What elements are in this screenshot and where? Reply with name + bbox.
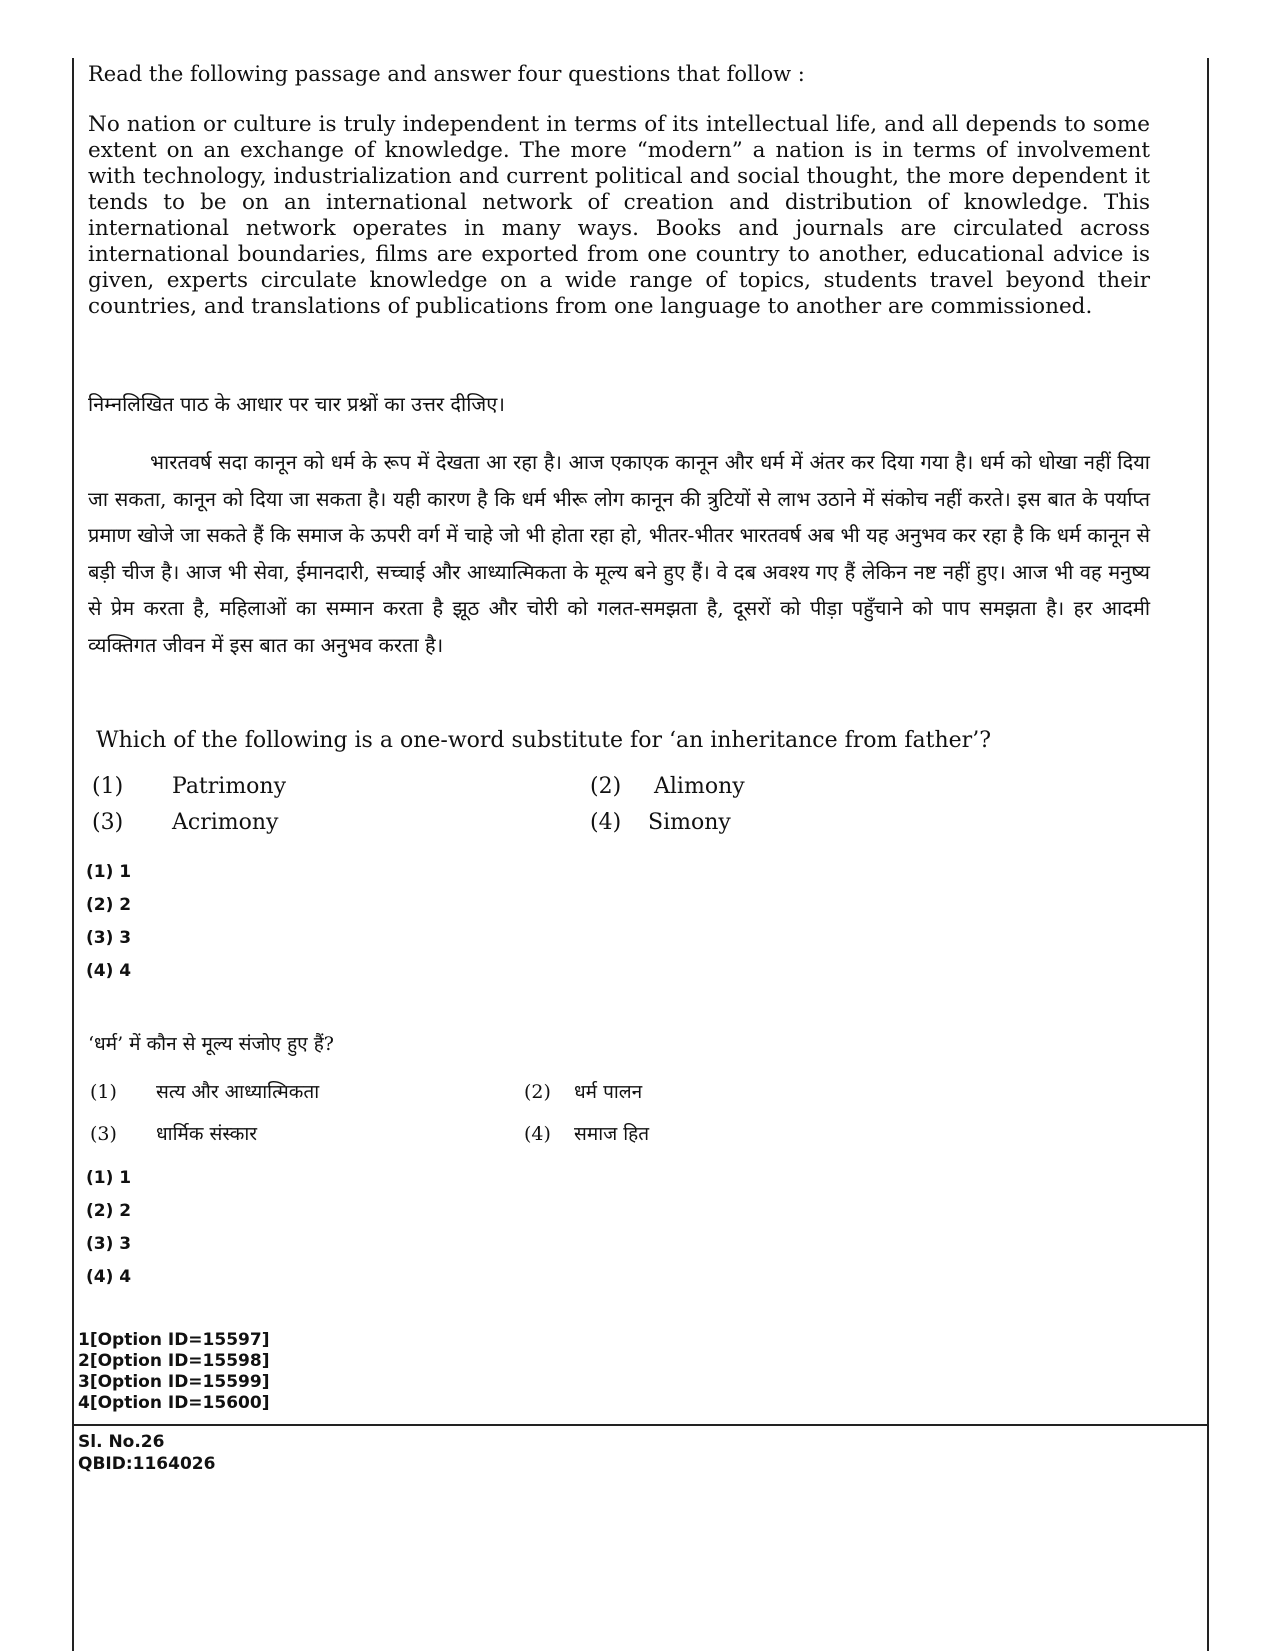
- right-border: [1207, 58, 1209, 1651]
- option-text: धर्म पालन: [574, 1081, 643, 1103]
- english-instruction: Read the following passage and answer four questions that follow :: [88, 62, 805, 86]
- option-id: 2[Option ID=15598]: [78, 1351, 270, 1371]
- option-number: (1): [92, 774, 124, 799]
- option-id-list: [78, 1330, 269, 1414]
- option-text: धार्मिक संस्कार: [156, 1123, 258, 1145]
- option-number: (4): [590, 810, 622, 835]
- option-text: Alimony: [654, 774, 745, 799]
- option-4: [524, 1120, 649, 1146]
- answer-choice[interactable]: (2) 2: [86, 895, 132, 915]
- option-text: Acrimony: [172, 810, 279, 835]
- option-3: [92, 810, 278, 835]
- option-4: [590, 810, 731, 835]
- option-number: (1): [90, 1081, 117, 1103]
- option-id: 3[Option ID=15599]: [78, 1372, 270, 1392]
- question-english: Which of the following is a one-word substitute for ‘an inheritance from father’?: [96, 728, 991, 753]
- option-2: [524, 1078, 642, 1104]
- answer-choice[interactable]: (1) 1: [86, 1168, 132, 1188]
- option-text: Patrimony: [172, 774, 287, 799]
- answer-choice[interactable]: (2) 2: [86, 1201, 132, 1221]
- section-divider: [72, 1424, 1209, 1426]
- qbid: QBID:1164026: [78, 1454, 216, 1474]
- option-3: [90, 1120, 257, 1146]
- answer-choice[interactable]: (4) 4: [86, 1267, 132, 1287]
- option-text: सत्य और आध्यात्मिकता: [156, 1081, 320, 1103]
- question-meta: [78, 1431, 215, 1475]
- option-number: (4): [524, 1123, 551, 1145]
- option-text: समाज हित: [574, 1123, 650, 1145]
- option-2: [590, 774, 745, 799]
- option-number: (3): [90, 1123, 117, 1145]
- option-number: (3): [92, 810, 124, 835]
- serial-number: Sl. No.26: [78, 1432, 165, 1452]
- answer-choice[interactable]: (3) 3: [86, 928, 132, 948]
- english-passage: No nation or culture is truly independent in terms of its intellectual life, and all depends to some extent on an exchange of knowledge. The more “modern” a nation is in terms of involvement with technology, industrialization and current political and social thought, the more dependent it tends to be on an international network of creation and distribution of knowledge. This international network operates in many ways. Books and journals are circulated across international boundaries, films are exported from one country to another, educational advice is given, experts circulate knowledge on a wide range of topics, students travel beyond their countries, and translations of publications from one language to another are commissioned.: [88, 112, 1150, 319]
- answer-choice[interactable]: (1) 1: [86, 862, 132, 882]
- hindi-passage: भारतवर्ष सदा कानून को धर्म के रूप में देखता आ रहा है। आज एकाएक कानून और धर्म में अंतर कर दिया गया है। धर्म को धोखा नहीं दिया जा सकता, कानून को दिया जा सकता है। यही कारण है कि धर्म भीरू लोग कानून की त्रुटियों से लाभ उठाने में संकोच नहीं करते। इस बात के पर्याप्त प्रमाण खोजे जा सकते हैं कि समाज के ऊपरी वर्ग में चाहे जो भी होता रहा हो, भीतर-भीतर भारतवर्ष अब भी यह अनुभव कर रहा है कि धर्म कानून से बड़ी चीज है। आज भी सेवा, ईमानदारी, सच्चाई और आध्यात्मिकता के मूल्य बने हुए हैं। वे दब अवश्य गए हैं लेकिन नष्ट नहीं हुए। आज भी वह मनुष्य से प्रेम करता है, महिलाओं का सम्मान करता है झूठ और चोरी को गलत-समझता है, दूसरों को पीड़ा पहुँचाने को पाप समझता है। हर आदमी व्यक्तिगत जीवन में इस बात का अनुभव करता है।: [88, 450, 1150, 657]
- option-1: [92, 774, 286, 799]
- answer-choice[interactable]: (3) 3: [86, 1234, 132, 1254]
- option-text: Simony: [648, 810, 731, 835]
- hindi-instruction: निम्नलिखित पाठ के आधार पर चार प्रश्नों का उत्तर दीजिए।: [88, 392, 505, 416]
- option-id: 1[Option ID=15597]: [78, 1330, 270, 1350]
- option-1: [90, 1078, 319, 1104]
- option-id: 4[Option ID=15600]: [78, 1393, 270, 1413]
- option-number: (2): [590, 774, 622, 799]
- question-hindi: ‘धर्म’ में कौन से मूल्य संजोए हुए हैं?: [88, 1033, 334, 1055]
- answer-choice[interactable]: (4) 4: [86, 961, 132, 981]
- option-number: (2): [524, 1081, 551, 1103]
- left-border: [72, 58, 74, 1651]
